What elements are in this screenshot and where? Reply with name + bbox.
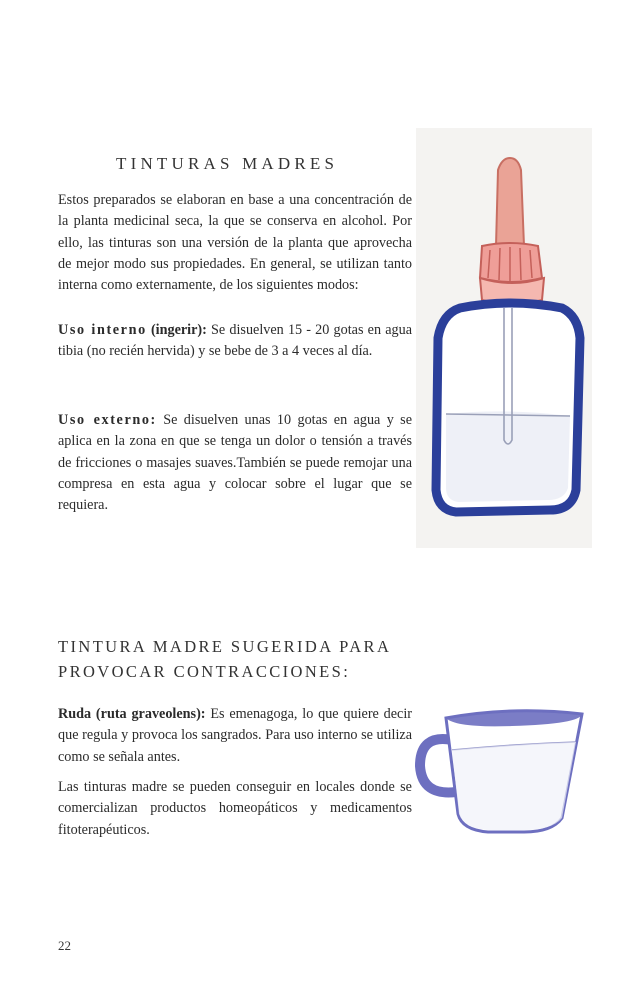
dropper-bottle-illustration [416, 128, 592, 548]
ruda-paragraph [58, 704, 412, 768]
external-use-text: Se disuelven unas 10 gotas en agua y se aplica en la zona en que se tenga un dolor o tensión a través de fricciones o masajes suaves.También se puede remojar una compresa en esta agua y colocar sobre el lugar que se requiera. [58, 412, 412, 514]
cup-illustration [412, 700, 590, 840]
section-title-suggested-tincture: TINTURA MADRE SUGERIDA PARA PROVOCAR CONTRACCIONES: [58, 637, 391, 681]
page-number: 22 [58, 938, 71, 953]
internal-use-term: Uso interno [58, 322, 147, 338]
ruda-term: Ruda (ruta graveolens): [58, 706, 206, 722]
internal-use-text: Se disuelven 15 - 20 gotas en agua tibia (no recién hervida) y se bebe de 3 a 4 veces al día. [58, 322, 412, 360]
availability-paragraph: Las tinturas madre se pueden conseguir en locales donde se comercializan productos homeopáticos y medicamentos fitoterapéuticos. [58, 779, 412, 838]
internal-use-paragraph [58, 320, 412, 363]
internal-use-subterm: (ingerir): [150, 322, 207, 338]
intro-paragraph: Estos preparados se elaboran en base a una concentración de la planta medicinal seca, la que se conserva en alcohol. Por ello, las tinturas son una versión de la planta que aprovecha de mejor modo sus propiedades. En general, se utilizan tanto interna como externamente, de los siguientes modos: [58, 192, 412, 294]
external-use-paragraph [58, 410, 412, 516]
external-use-term: Uso externo: [58, 412, 157, 428]
ruda-text: Es emenagoga, lo que quiere decir que regula y provoca los sangrados. Para uso interno se utiliza como se señala antes. [58, 706, 413, 765]
section-title-tinturas-madres: TINTURAS MADRES [116, 154, 339, 173]
